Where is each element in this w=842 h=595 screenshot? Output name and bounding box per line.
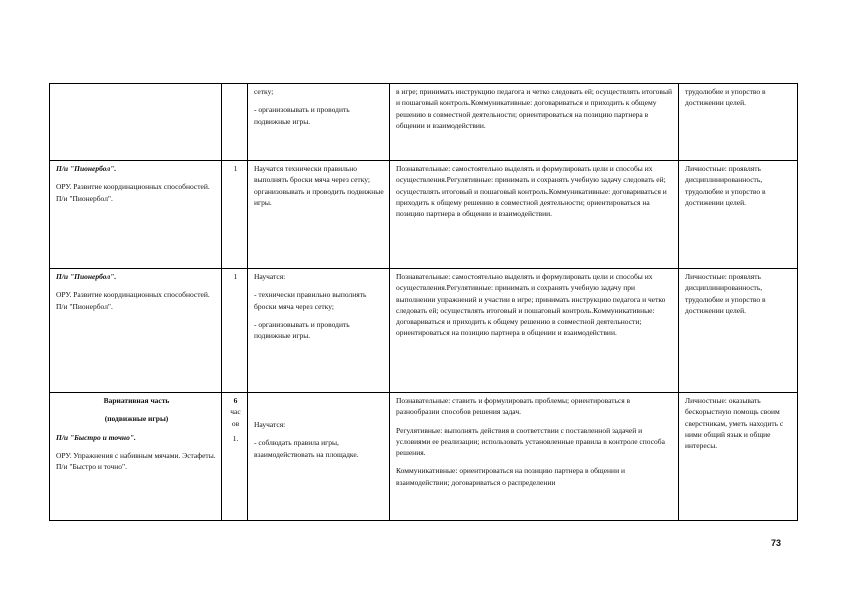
hours-value: 1 — [233, 164, 238, 173]
section-title: Вариативная часть — [103, 396, 170, 405]
table-row — [50, 393, 798, 521]
uud-cell — [390, 84, 679, 161]
table-row — [50, 269, 798, 393]
uud-text: Коммуникативные: ориентироваться на позицию партнера в общении и взаимодействии; договариваться о распределении — [396, 466, 625, 487]
activity-cell — [50, 84, 222, 161]
section-subtitle: (подвижные игры) — [104, 414, 169, 424]
hours-value: 1. — [232, 433, 239, 443]
game-title: П/и "Быстро и точно". — [56, 432, 136, 442]
task-text: - организовывать и проводить подвижные игры. — [254, 319, 350, 340]
personal-text: трудолюбие и упорство в достижении целей. — [685, 87, 766, 108]
personal-cell — [679, 161, 798, 269]
activity-cell — [50, 393, 222, 521]
activity-text: ОРУ. Развитие координационных способностей. П/и "Пионербол". — [56, 182, 210, 203]
hours-cell — [222, 269, 248, 393]
hours-unit: ов — [231, 418, 240, 428]
task-text: - организовывать и проводить подвижные игры. — [254, 105, 350, 126]
personal-text: Личностные: оказывать бескорыстную помощь своим сверстникам, уметь находить с ними общий язык и общие интересы. — [685, 396, 784, 450]
tasks-cell — [248, 269, 390, 393]
uud-text: Регулятивные: выполнять действия в соответствии с поставленной задачей и условиями ее реализации; использовать установленные правила в контроле способа решения. — [396, 425, 665, 457]
personal-cell — [679, 393, 798, 521]
personal-text: Личностные: проявлять дисциплинированность, трудолюбие и упорство в достижении целей. — [685, 272, 766, 315]
task-text: сетку; — [254, 87, 274, 96]
tasks-cell — [248, 84, 390, 161]
hours-cell — [222, 84, 248, 161]
personal-cell — [679, 84, 798, 161]
uud-text: в игре; принимать инструкцию педагога и четко следовать ей; осуществлять итоговый и пошаговый контроль.Коммуникативные: договариваться и приходить к общему решению в совместной деятельности; ориентироваться на позицию партнера в общении и взаимодействии. — [396, 87, 673, 130]
uud-text: Познавательные: ставить и формулировать проблемы; ориентироваться в разнообразии способов решения задач. — [396, 396, 631, 417]
game-title: П/и "Пионербол". — [56, 272, 117, 281]
activity-cell — [50, 269, 222, 393]
task-text: Научатся: — [254, 272, 286, 281]
personal-cell — [679, 269, 798, 393]
tasks-cell — [248, 393, 390, 521]
uud-cell — [390, 269, 679, 393]
lesson-plan-table — [49, 83, 798, 521]
hours-total: 6 — [233, 396, 238, 405]
table-row — [50, 161, 798, 269]
activity-text: ОРУ. Упражнения с набивным мячами. Эстафеты. П/и "Быстро и точно". — [56, 450, 216, 471]
task-text: - технически правильно выполнять броски мяча через сетку; — [254, 290, 367, 311]
uud-text: Познавательные: самостоятельно выделять и формулировать цели и способы их осуществления.Регулятивные: принимать и сохранять учебную задачу при выполнении упражнений и участии в игре; принимать инструкцию педагога и четко следовать ей; осуществлять итоговый и пошаговый контроль.Коммуникативные: договариваться и приходить к общему решению в совместной деятельности; ориентироваться на позицию партнера в общении и взаимодействии. — [396, 272, 666, 338]
hours-cell — [222, 161, 248, 269]
table-row — [50, 84, 798, 161]
hours-cell — [222, 393, 248, 521]
tasks-cell — [248, 161, 390, 269]
uud-cell — [390, 161, 679, 269]
game-title: П/и "Пионербол". — [56, 164, 117, 173]
task-text: - соблюдать правила игры, взаимодействовать на площадке. — [254, 438, 359, 459]
activity-text: ОРУ. Развитие координационных способностей. П/и "Пионербол". — [56, 290, 210, 311]
task-text: Научатся технически правильно выполнять броски мяча через сетку; организовывать и проводить подвижные игры. — [254, 164, 384, 207]
task-text: Научатся: — [254, 420, 286, 429]
uud-text: Познавательные: самостоятельно выделять и формулировать цели и способы их осуществления.Регулятивные: принимать и сохранять учебную задачу следовать ей; осуществлять итоговый и пошаговый контроль.Коммуникативные: договариваться и приходить к общему решению в совместной деятельности; ориентироваться на позицию партнера в общении и взаимодействии. — [396, 164, 667, 218]
hours-value: 1 — [233, 272, 238, 281]
uud-cell — [390, 393, 679, 521]
hours-unit: час — [230, 407, 241, 417]
activity-cell — [50, 161, 222, 269]
page-number: 73 — [771, 538, 782, 548]
personal-text: Личностные: проявлять дисциплинированность, трудолюбие и упорство в достижении целей. — [685, 164, 766, 207]
